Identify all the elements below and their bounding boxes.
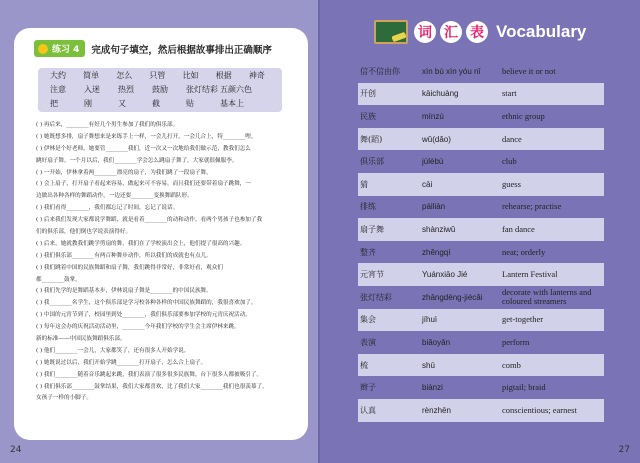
vocabulary-row [358, 331, 604, 354]
sentence-line: 女孩子一样的小脚子。 [36, 395, 92, 402]
vocabulary-hanzi: 民族 [360, 111, 376, 121]
word-bank-item: 只管 [149, 70, 166, 80]
sentence-line: 边做出各种各样的舞蹈动作，一边还要________变换舞蹈队形。 [36, 193, 193, 200]
vocabulary-english-title: Vocabulary [496, 22, 587, 41]
exercise-badge [34, 40, 85, 57]
word-bank-row [38, 96, 282, 110]
vocabulary-hanzi: 元宵节 [360, 270, 384, 280]
vocabulary-hanzi: 开创 [360, 89, 376, 99]
vocabulary-hanzi: 集会 [360, 315, 376, 325]
vocabulary-row [358, 286, 604, 309]
sentence-line: ( ) 她既说过以后，我们开始学跳________打开扇子，怎么合上扇子。 [36, 359, 207, 366]
word-bank-item: 截 [152, 98, 160, 108]
vocabulary-pinyin: shū [422, 360, 435, 370]
vocabulary-pinyin: zhěngqí [422, 247, 451, 257]
sentence-line: ( ) 每年这会办的庆祝活动活动里，________今年我们学校的学生会主席伊林来跳。 [36, 324, 240, 331]
vocabulary-hanzi: 整齐 [360, 247, 376, 257]
vocabulary-chinese-title [414, 21, 492, 43]
vocabulary-pinyin: shànziwǔ [422, 224, 456, 234]
vocabulary-english: dance [502, 133, 522, 144]
sentence-line: ( ) 我们先学的是舞蹈基本步，伊林说扇子舞是________的中国民族舞。 [36, 288, 212, 295]
vocabulary-hanzi: 舞(蹈) [360, 134, 383, 144]
vocabulary-hanzi: 俱乐部 [360, 157, 384, 167]
vocabulary-hanzi: 猜 [360, 179, 368, 189]
exercise-dot-icon [38, 44, 48, 54]
vocabulary-pinyin: páiliàn [422, 202, 446, 212]
vocabulary-row [358, 83, 604, 106]
vocabulary-english: Lantern Festival [502, 269, 558, 280]
vocabulary-english: get-together [502, 314, 544, 325]
vocabulary-english: perform [502, 336, 530, 347]
sentence-line: ( ) 一开始，伊林拿着两________漂亮的扇子，为我们跳了一段扇子舞。 [36, 169, 212, 176]
vocabulary-row [358, 263, 604, 286]
vocabulary-pinyin: jùlèbù [422, 157, 444, 167]
vocabulary-pinyin: kāichuàng [422, 89, 459, 99]
vocabulary-pinyin: zhāngdēng-jiécǎi [422, 292, 483, 302]
vocabulary-row [358, 399, 604, 422]
vocabulary-english: club [502, 156, 517, 167]
vocabulary-english: neat; orderly [502, 246, 546, 257]
word-bank-item: 五颜六色 [220, 84, 252, 94]
sentence-list [36, 120, 298, 405]
sentence-line: ( ) 后来，她就教我们跳学剪扇的舞，我们在了学校演出会上，他们提了很高的兴趣。 [36, 240, 246, 247]
vocabulary-pinyin: biǎoyǎn [422, 337, 451, 347]
vocabulary-english: rehearse; practise [502, 201, 562, 212]
vocabulary-english: ethnic group [502, 110, 545, 121]
sentence-line: ( ) 我们________随着音乐跳起来跳，我们表演了很多很多民族舞，台下很多人都被吸引了。 [36, 371, 263, 378]
word-bank-item: 根据 [215, 70, 232, 80]
word-bank-item: 贴 [186, 98, 194, 108]
sentence-line: ( ) 伊林是个好老师，她要管________我们，近一次又一次地给我们做示范，教我们怎么 [36, 145, 251, 152]
vocabulary-hanzi: 认真 [360, 405, 376, 415]
word-bank-item: 热烈 [118, 84, 134, 94]
word-bank-item: 基本上 [220, 98, 244, 108]
vocabulary-english: believe it or not [502, 65, 556, 76]
sentence-line: 跳好扇子舞。一个月以后，我们________学会怎么跳扇子舞了，大家就很佩服李。 [36, 157, 238, 164]
sentence-line: ( ) 我________名学生，这个俱乐部是学习校各种各样的中国民族舞蹈的，我很喜欢加了。 [36, 300, 257, 307]
word-bank-row [38, 82, 282, 96]
vocabulary-title-char: 汇 [440, 21, 462, 43]
vocabulary-hanzi: 辫子 [360, 383, 376, 393]
vocabulary-row [358, 128, 604, 151]
vocabulary-row [358, 150, 604, 173]
vocabulary-title-char: 词 [414, 21, 436, 43]
sentence-line: 们的俱乐部，他们倒也学说表演得好。 [36, 229, 132, 236]
sentence-line: ( ) 再后来，________有好几个男生参加了我们的俱乐部。 [36, 122, 179, 128]
word-bank-item: 怎么 [116, 70, 133, 80]
word-bank-item: 比如 [182, 70, 199, 80]
vocabulary-row [358, 105, 604, 128]
vocabulary-row [358, 173, 604, 196]
vocabulary-hanzi: 扇子舞 [360, 224, 384, 234]
sentence-line: ( ) 他们________一会儿，大家都笑了，还有很多人开始学说。 [36, 347, 190, 354]
word-bank-item: 张灯结彩 [186, 84, 218, 94]
word-bank-item: 神奇 [248, 70, 265, 80]
word-bank-item: 又 [118, 98, 126, 108]
exercise-header [34, 40, 272, 57]
vocabulary-pinyin: Yuánxiāo Jié [422, 270, 468, 280]
vocabulary-pinyin: jíhuì [422, 315, 438, 325]
sentence-line: ( ) 我们俱乐部________有两百种舞步动作，所以我们的成就也有点儿。 [36, 252, 212, 259]
vocabulary-hanzi: 张灯结彩 [360, 292, 392, 302]
vocabulary-pinyin: mínzú [422, 111, 444, 121]
vocabulary-header [372, 14, 612, 50]
exercise-badge-label: 练习 4 [52, 45, 80, 55]
vocabulary-row [358, 241, 604, 264]
vocabulary-english: start [502, 88, 517, 99]
chalkboard-icon [372, 18, 408, 46]
word-bank-item: 入迷 [84, 84, 100, 94]
vocabulary-row [358, 309, 604, 332]
vocabulary-hanzi: 梳 [360, 360, 368, 370]
vocabulary-pinyin: rènzhēn [422, 405, 451, 415]
word-bank-item: 注意 [50, 84, 66, 94]
vocabulary-row [358, 196, 604, 219]
vocabulary-title-char: 表 [466, 21, 488, 43]
sentence-line: ( ) 后来我们发现大家都说学舞蹈，就是看着________的动和动作，看两个男孩子也参加了我 [36, 217, 263, 224]
vocabulary-row [358, 376, 604, 399]
vocabulary-english: guess [502, 178, 521, 189]
vocabulary-pinyin: wǔ(dǎo) [422, 134, 451, 144]
exercise-title: 完成句子填空，然后根据故事排出正确顺序 [91, 44, 272, 56]
page-number-right: 27 [618, 445, 630, 455]
vocabulary-hanzi: 表演 [360, 337, 376, 347]
word-bank-row [38, 68, 282, 82]
vocabulary-pinyin: xìn bú xìn yóu nǐ [422, 66, 481, 76]
vocabulary-table [358, 60, 604, 422]
word-bank-item: 简单 [83, 70, 100, 80]
page-number-left: 24 [10, 445, 22, 455]
word-bank [38, 68, 282, 112]
vocabulary-row [358, 354, 604, 377]
sentence-line: ( ) 她既想多排，扇子舞想来是来练手上一样，一会儿打开，一会儿合上，特________哩。 [36, 133, 257, 140]
vocabulary-english: comb [502, 359, 521, 370]
vocabulary-english: conscientious; earnest [502, 404, 577, 415]
sentence-line: ( ) 会上扇子，打开扇子看起来容易，做起来可不容易。而且我们还要带着扇子跳舞，一 [36, 181, 251, 188]
sentence-line: ( ) 我们看得________，我们都忘记了时间，忘记了说话。 [36, 205, 179, 212]
word-bank-item: 大约 [50, 70, 66, 80]
word-bank-item: 鼓励 [152, 84, 168, 94]
vocabulary-pinyin: cāi [422, 179, 433, 189]
sentence-line: 都________鼓掌。 [36, 276, 81, 283]
vocabulary-english: pigtail; braid [502, 382, 546, 393]
sentence-line: ( ) 我们跳着中国的民族舞蹈和扇子舞，我们跳得非常好，非常好看，观众们 [36, 264, 223, 271]
vocabulary-english: fan dance [502, 223, 535, 234]
word-bank-item: 刚 [84, 98, 92, 108]
vocabulary-hanzi: 信不信由你 [360, 66, 400, 76]
sentence-line: 新的标准——中国民族舞蹈俱乐部。 [36, 336, 126, 343]
vocabulary-hanzi: 排练 [360, 202, 376, 212]
vocabulary-row [358, 218, 604, 241]
sentence-line: ( ) 我们俱乐部________鼓掌结果，我们大家都喜欢，比了我们大家________我们也很羡慕了。 [36, 383, 268, 390]
word-bank-item: 把 [50, 98, 58, 108]
vocabulary-row [358, 60, 604, 83]
vocabulary-pinyin: biànzi [422, 383, 443, 393]
vocabulary-english: decorate with lanterns and coloured streamers [502, 287, 592, 307]
sentence-line: ( ) 中国的元宵节到了，校园里到处________，我们俱乐部要参加学校的元宵庆祝活动。 [36, 312, 251, 319]
